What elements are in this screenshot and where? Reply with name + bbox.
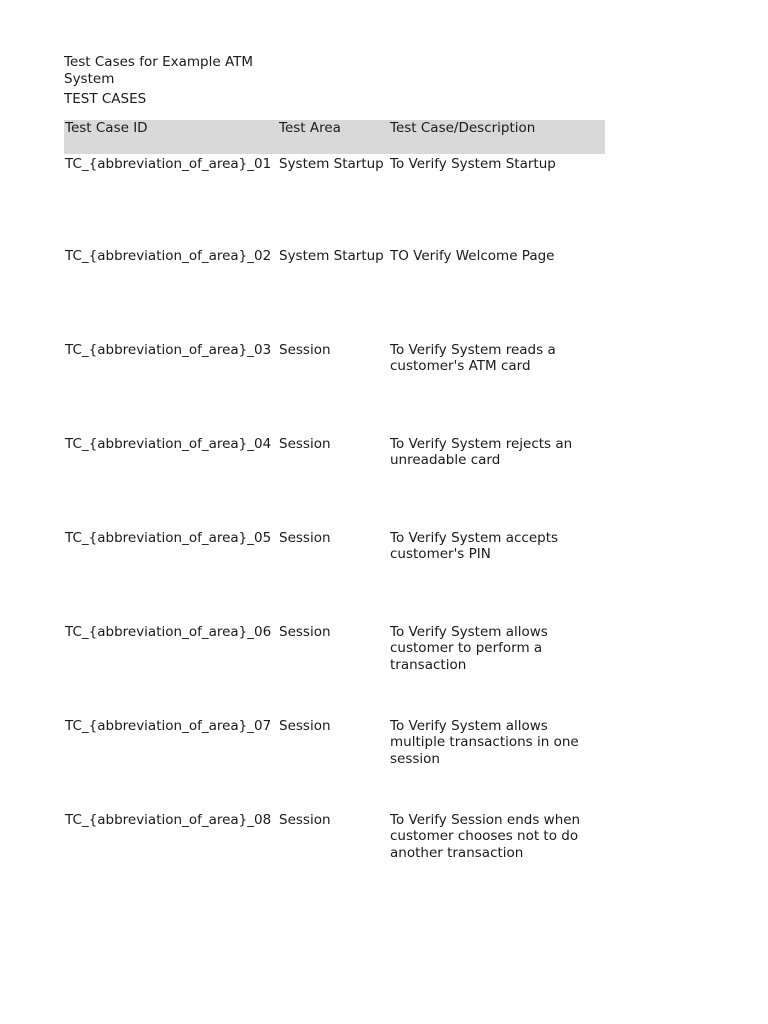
table-row (64, 342, 605, 436)
cell-test-area: Session (279, 811, 331, 828)
cell-test-area: Session (279, 341, 331, 358)
header-row (64, 120, 605, 154)
document-page (64, 54, 604, 906)
document-subtitle: TEST CASES (64, 91, 147, 107)
cell-test-description: To Verify System accepts customer's PIN (390, 529, 559, 562)
cell-test-case-id: TC_{abbreviation_of_area}_01 (65, 155, 272, 172)
table-row (64, 248, 605, 342)
cell-test-case-id: TC_{abbreviation_of_area}_03 (65, 341, 272, 358)
cell-test-case-id: TC_{abbreviation_of_area}_08 (65, 811, 272, 828)
header-test-case-id-label: Test Case ID (65, 119, 148, 136)
cell-test-description: To Verify System reads a customer's ATM card (390, 341, 556, 374)
header-test-area-label: Test Area (279, 119, 341, 136)
document-title: Test Cases for Example ATM System (64, 54, 254, 87)
table-row (64, 530, 605, 624)
table-row (64, 812, 605, 906)
cell-test-area: Session (279, 623, 331, 640)
header-test-area (279, 120, 390, 154)
cell-test-case-id: TC_{abbreviation_of_area}_02 (65, 247, 272, 264)
cell-test-area: System Startup (279, 155, 384, 172)
cell-test-case-id: TC_{abbreviation_of_area}_04 (65, 435, 272, 452)
table-row (64, 624, 605, 718)
test-cases-table (64, 120, 605, 906)
cell-test-description: To Verify System allows multiple transactions in one session (390, 717, 579, 767)
cell-test-case-id: TC_{abbreviation_of_area}_05 (65, 529, 272, 546)
cell-test-area: Session (279, 717, 331, 734)
cell-test-description: To Verify System allows customer to perform a transaction (390, 623, 548, 673)
header-test-description (390, 120, 605, 154)
cell-test-area: Session (279, 529, 331, 546)
header-test-description-label: Test Case/Description (390, 119, 536, 136)
cell-test-description: To Verify System rejects an unreadable card (390, 435, 573, 468)
table-header (64, 120, 605, 154)
cell-test-description: TO Verify Welcome Page (390, 247, 555, 264)
table-row (64, 436, 605, 530)
cell-test-area: Session (279, 435, 331, 452)
cell-test-area: System Startup (279, 247, 384, 264)
table-row (64, 154, 605, 248)
cell-test-description: To Verify Session ends when customer chooses not to do another transaction (390, 811, 581, 861)
header-test-case-id (64, 120, 279, 154)
table-row (64, 718, 605, 812)
cell-test-description: To Verify System Startup (390, 155, 556, 172)
table-body (64, 154, 605, 906)
cell-test-case-id: TC_{abbreviation_of_area}_06 (65, 623, 272, 640)
cell-test-case-id: TC_{abbreviation_of_area}_07 (65, 717, 272, 734)
